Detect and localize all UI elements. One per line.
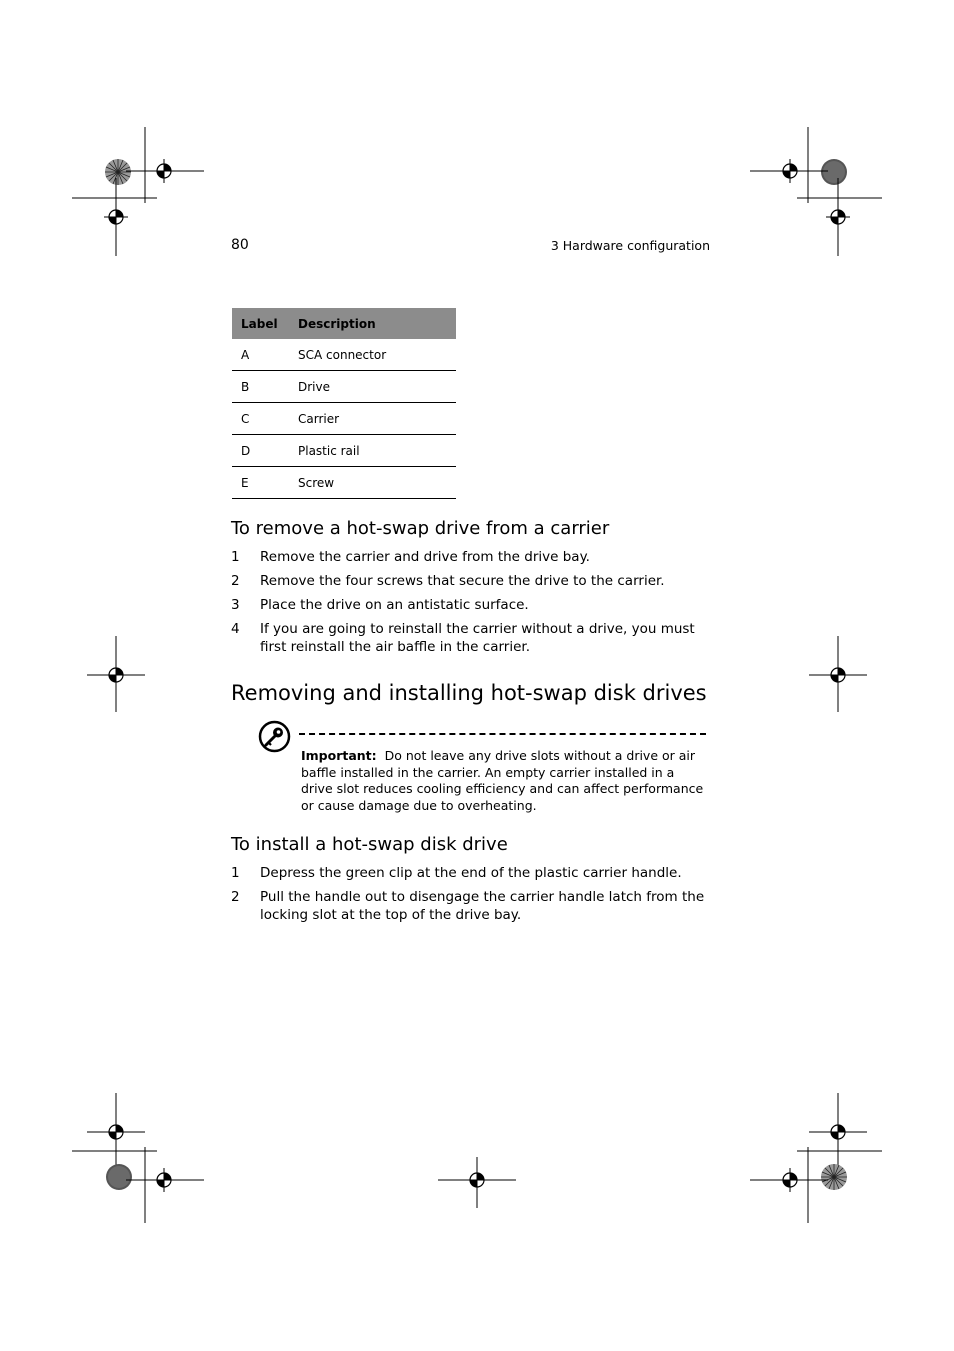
list-item xyxy=(231,888,711,924)
key-icon xyxy=(258,720,291,753)
list-item xyxy=(231,596,711,614)
step-text: If you are going to reinstall the carrier without a drive, you must first reinstall the air baffle in the carrier. xyxy=(260,621,695,655)
step-number: 4 xyxy=(231,621,240,637)
table-cell-label: D xyxy=(232,435,298,467)
table-row xyxy=(232,403,456,435)
table-cell-description: Drive xyxy=(298,371,456,403)
step-text: Depress the green clip at the end of the plastic carrier handle. xyxy=(260,865,682,881)
table-cell-description: Plastic rail xyxy=(298,435,456,467)
list-item xyxy=(231,620,711,656)
install-section-heading: To install a hot-swap disk drive xyxy=(231,834,508,855)
table-row xyxy=(232,435,456,467)
step-number: 1 xyxy=(231,549,240,565)
table-cell-label: C xyxy=(232,403,298,435)
table-row xyxy=(232,371,456,403)
remove-section-heading: To remove a hot-swap drive from a carrier xyxy=(231,518,610,539)
label-table xyxy=(232,308,456,499)
important-note xyxy=(301,748,709,814)
step-number: 2 xyxy=(231,889,240,905)
list-item xyxy=(231,864,711,882)
step-number: 2 xyxy=(231,573,240,589)
list-item xyxy=(231,548,711,566)
step-text: Place the drive on an antistatic surface. xyxy=(260,597,529,613)
column-header-description: Description xyxy=(298,308,456,339)
note-label: Important: xyxy=(301,748,377,763)
table-row xyxy=(232,339,456,371)
list-item xyxy=(231,572,711,590)
table-cell-description: Screw xyxy=(298,467,456,499)
section-heading: Removing and installing hot-swap disk drives xyxy=(231,681,707,705)
table-row xyxy=(232,467,456,499)
column-header-label: Label xyxy=(232,308,298,339)
table-cell-label: A xyxy=(232,339,298,371)
step-number: 3 xyxy=(231,597,240,613)
table-cell-label: E xyxy=(232,467,298,499)
table-cell-label: B xyxy=(232,371,298,403)
table-cell-description: SCA connector xyxy=(298,339,456,371)
step-text: Remove the carrier and drive from the drive bay. xyxy=(260,549,590,565)
page-number: 80 xyxy=(231,237,249,253)
step-text: Remove the four screws that secure the drive to the carrier. xyxy=(260,573,665,589)
chapter-title: 3 Hardware configuration xyxy=(550,238,710,253)
install-steps-list xyxy=(231,864,711,930)
note-divider xyxy=(299,733,706,735)
table-header-row xyxy=(232,308,456,339)
note-text: Do not leave any drive slots without a drive or air baffle installed in the carrier. An empty carrier installed in a drive slot reduces cooling efficiency and can affect performance or cause damage due to overheating. xyxy=(301,748,704,813)
table-cell-description: Carrier xyxy=(298,403,456,435)
step-number: 1 xyxy=(231,865,240,881)
step-text: Pull the handle out to disengage the carrier handle latch from the locking slot at the top of the drive bay. xyxy=(260,889,705,923)
remove-steps-list xyxy=(231,548,711,662)
